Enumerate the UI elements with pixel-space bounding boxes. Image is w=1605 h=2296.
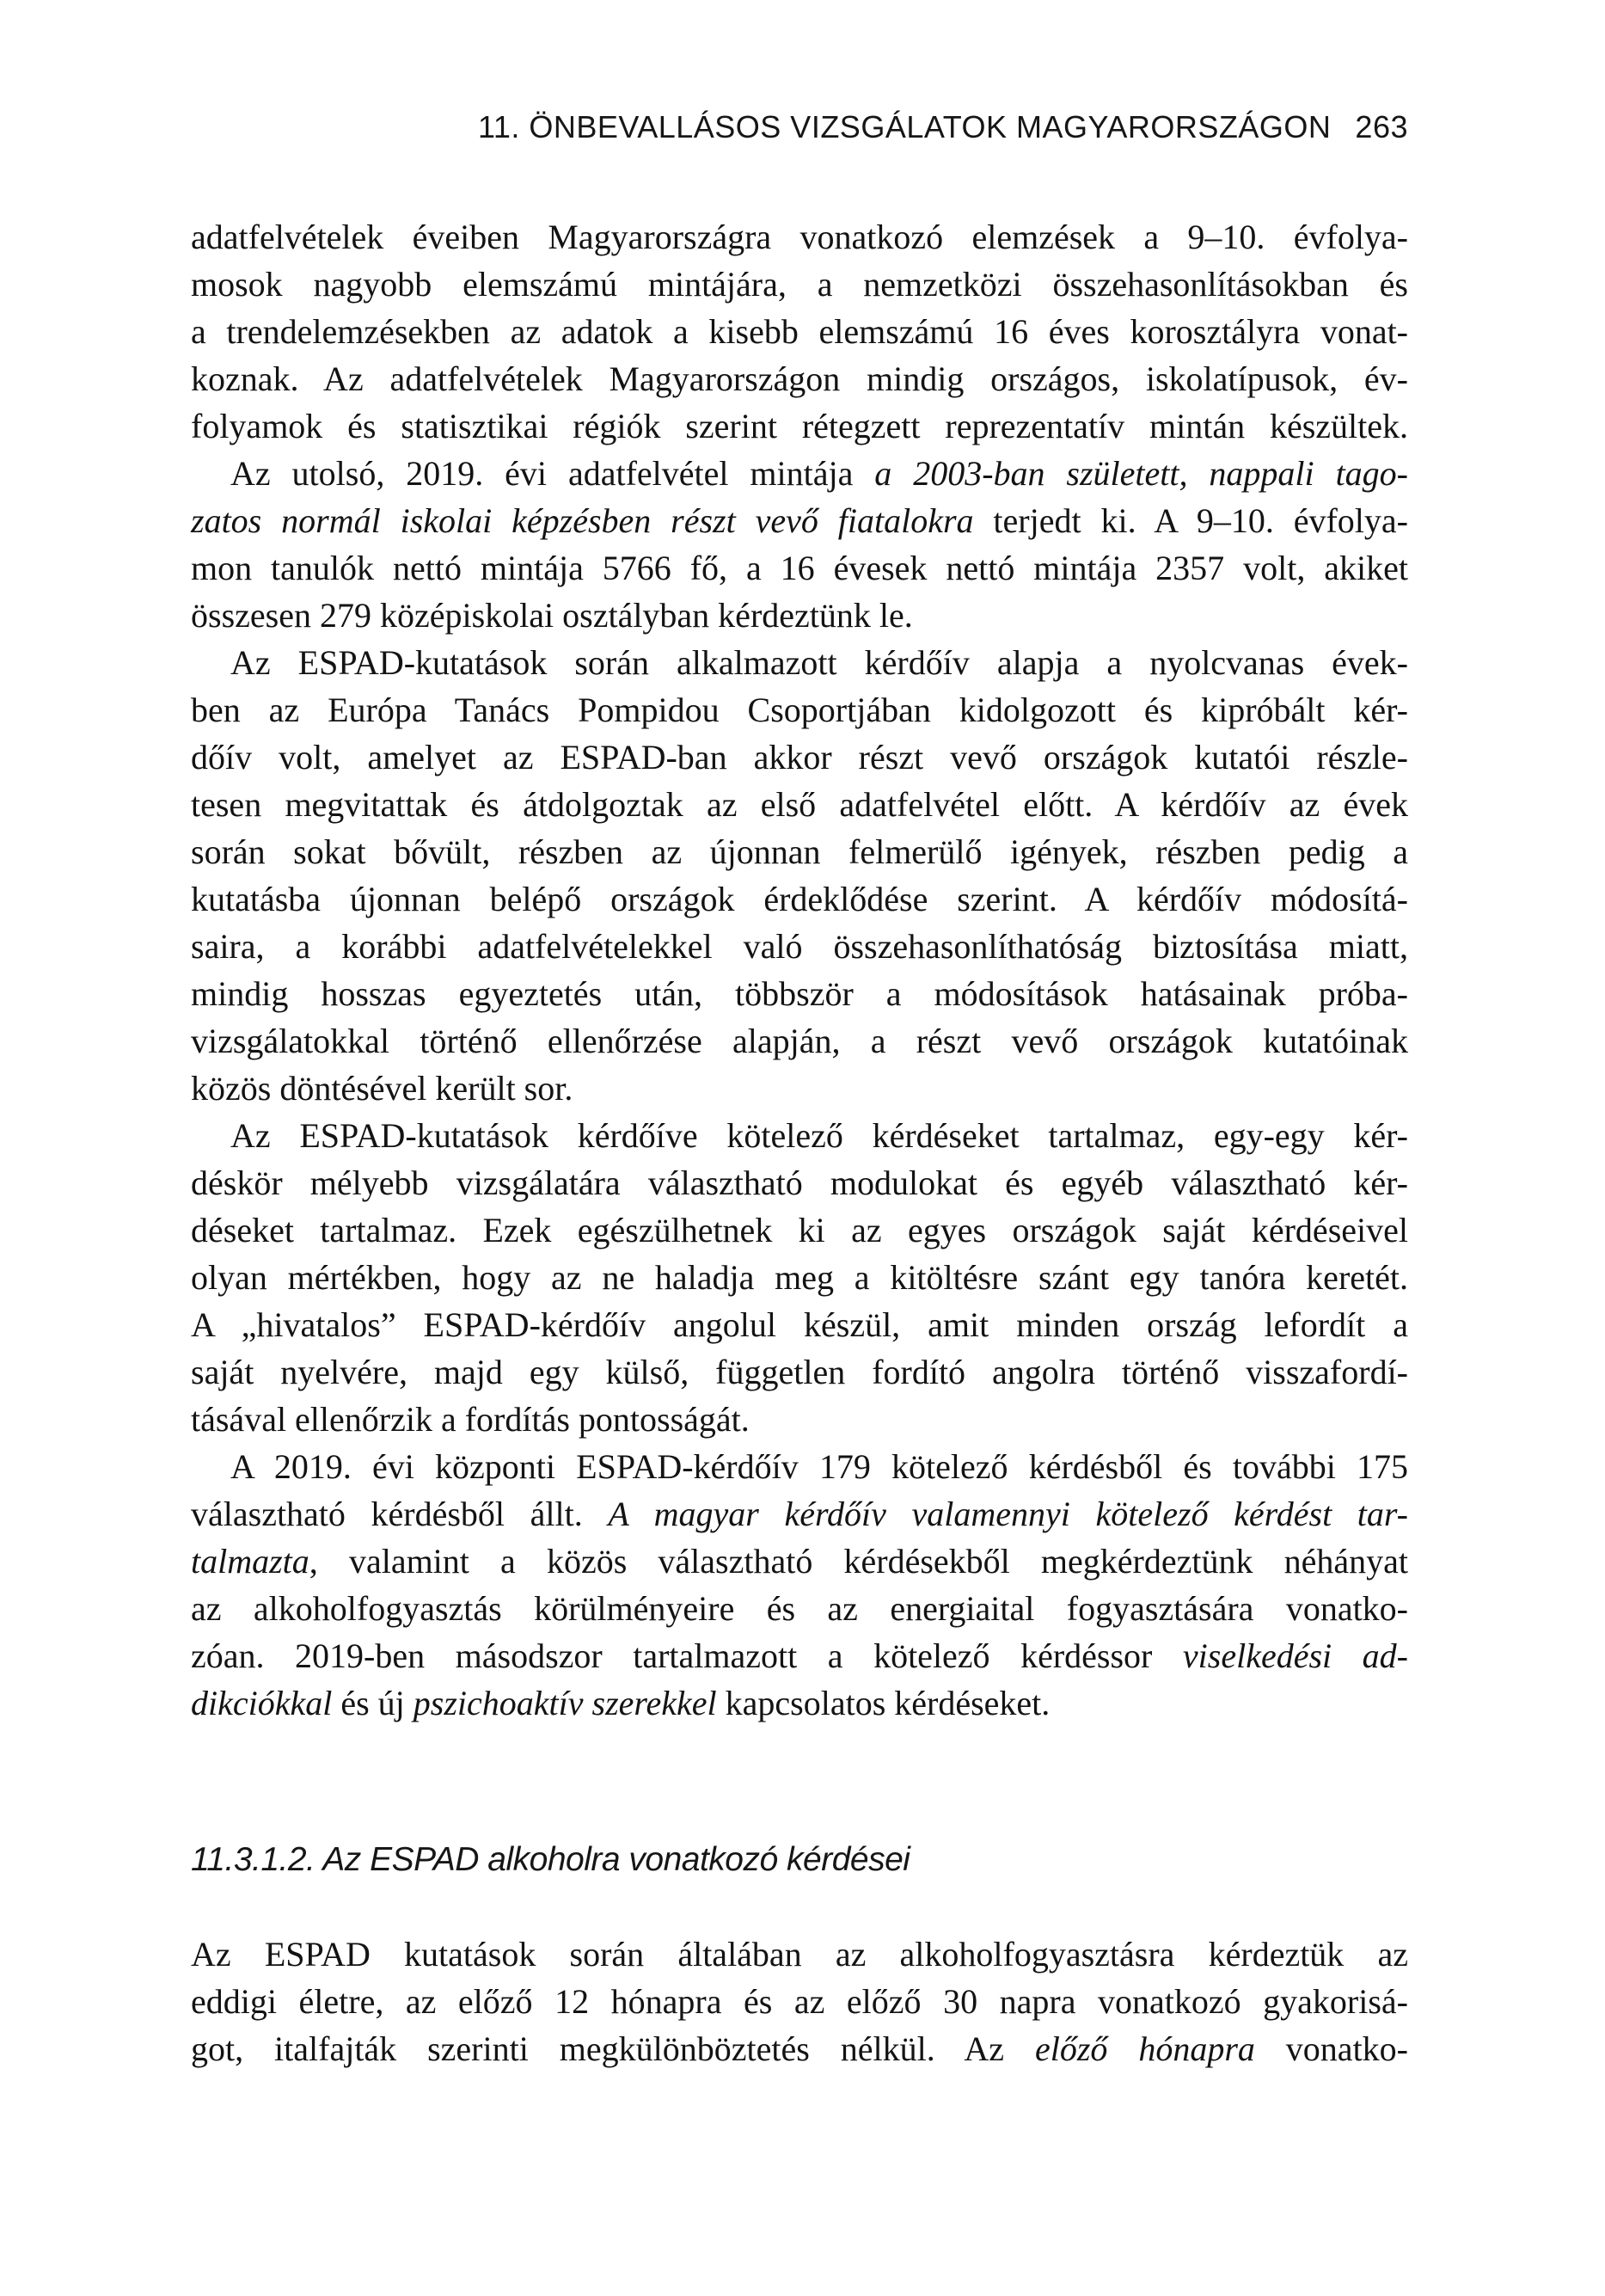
text-line [191, 1490, 1408, 1538]
paragraph [191, 1443, 1408, 1727]
body-text: dőív volt, amelyet az ESPAD-ban akkor részt vevő országok kutatói részle- [191, 738, 1408, 777]
text-line [191, 1396, 1408, 1443]
text-line [191, 402, 1408, 450]
italic-text: viselkedési ad- [1182, 1636, 1408, 1675]
text-line [191, 308, 1408, 355]
body-text: összesen 279 középiskolai osztályban kérdeztünk le. [191, 596, 913, 635]
body-text: folyamok és statisztikai régiók szerint rétegzett reprezentatív mintán készültek. [191, 407, 1408, 445]
body-text: mindig hosszas egyeztetés után, többször a módosítások hatásainak próba- [191, 974, 1408, 1013]
body-text: Az ESPAD kutatások során általában az alkoholfogyasztásra kérdeztük az [191, 1935, 1408, 1974]
body-text: Az ESPAD-kutatások kérdőíve kötelező kérdéseket tartalmaz, egy-egy kér- [230, 1116, 1408, 1155]
body-text: kapcsolatos kérdéseket. [716, 1684, 1051, 1722]
text-line [191, 1301, 1408, 1348]
italic-text: talmazta [191, 1542, 309, 1581]
body-text: vizsgálatokkal történő ellenőrzése alapján, a részt vevő országok kutatóinak [191, 1022, 1408, 1060]
body-text: zóan. 2019-ben másodszor tartalmazott a kötelező kérdéssor [191, 1636, 1183, 1675]
text-line [191, 1978, 1408, 2025]
body-text: választható kérdésből állt. [191, 1495, 609, 1533]
italic-text: előző hónapra [1034, 2029, 1255, 2068]
page-text-body [191, 213, 1408, 2072]
text-line [191, 1632, 1408, 1679]
body-text: saira, a korábbi adatfelvételekkel való összehasonlíthatóság biztosítása miatt, [191, 927, 1408, 966]
text-line [191, 1017, 1408, 1065]
text-line [191, 734, 1408, 781]
body-text: olyan mértékben, hogy az ne haladja meg a kitöltésre szánt egy tanóra keretét. [191, 1258, 1408, 1297]
body-text: során sokat bővült, részben az újonnan felmerülő igények, részben pedig a [191, 832, 1408, 871]
text-line [191, 1538, 1408, 1585]
text-line [191, 1679, 1408, 1727]
italic-text: pszichoaktív szerekkel [413, 1684, 717, 1722]
text-line [191, 355, 1408, 402]
text-line [191, 639, 1408, 686]
body-text: eddigi életre, az előző 12 hónapra és az előző 30 napra vonatkozó gyakorisá- [191, 1982, 1408, 2021]
body-text: terjedt ki. A 9–10. évfolya- [973, 501, 1408, 540]
paragraph [191, 1931, 1408, 2072]
body-text: az alkoholfogyasztás körülményeire és az energiaital fogyasztására vonatko- [191, 1589, 1408, 1628]
italic-text: a 2003-ban született, nappali tago- [874, 454, 1408, 493]
text-line [191, 686, 1408, 734]
body-text: tásával ellenőrzik a fordítás pontosságát. [191, 1400, 750, 1439]
text-line [191, 2025, 1408, 2072]
body-text: , valamint a közös választható kérdésekből megkérdeztünk néhányat [309, 1542, 1408, 1581]
text-line [191, 1254, 1408, 1301]
body-text: A 2019. évi központi ESPAD-kérdőív 179 kötelező kérdésből és további 175 [230, 1447, 1408, 1486]
body-text: saját nyelvére, majd egy külső, független fordító angolra történő visszafordí- [191, 1353, 1408, 1391]
body-text: got, italfajták szerinti megkülönböztetés nélkül. Az [191, 2029, 1035, 2068]
text-line [191, 261, 1408, 308]
body-text: déskör mélyebb vizsgálatára választható modulokat és egyéb választható kér- [191, 1163, 1408, 1202]
text-line [191, 592, 1408, 639]
text-line [191, 544, 1408, 592]
body-text: és új [332, 1684, 414, 1722]
body-text: mon tanulók nettó mintája 5766 fő, a 16 évesek nettó mintája 2357 volt, akiket [191, 549, 1408, 587]
chapter-title: 11. ÖNBEVALLÁSOS VIZSGÁLATOK MAGYARORSZÁGON [477, 109, 1332, 144]
body-text: közös döntésével került sor. [191, 1069, 573, 1108]
text-line [191, 970, 1408, 1017]
body-text: Az utolsó, 2019. évi adatfelvétel mintája [230, 454, 875, 493]
paragraph [191, 639, 1408, 1112]
text-line [191, 497, 1408, 544]
text-line [191, 1206, 1408, 1254]
text-line [191, 1159, 1408, 1206]
subsection-heading: 11.3.1.2. Az ESPAD alkoholra vonatkozó kérdései [191, 1841, 910, 1878]
italic-text: dikciókkal [191, 1684, 333, 1722]
text-line [191, 1065, 1408, 1112]
text-line [191, 1443, 1408, 1490]
text-line [191, 450, 1408, 497]
text-line [191, 923, 1408, 970]
text-line [191, 781, 1408, 828]
body-text: kutatásba újonnan belépő országok érdeklődése szerint. A kérdőív módosítá- [191, 880, 1408, 918]
body-text: vonatko- [1254, 2029, 1408, 2068]
running-header [191, 108, 1408, 146]
text-line [191, 875, 1408, 923]
page-number: 263 [1355, 109, 1408, 144]
body-text: koznak. Az adatfelvételek Magyarországon mindig országos, iskolatípusok, év- [191, 359, 1408, 398]
text-line [191, 1585, 1408, 1632]
text-line [191, 1931, 1408, 1978]
italic-text: zatos normál iskolai képzésben részt vevő fiatalokra [191, 501, 974, 540]
body-text: A „hivatalos” ESPAD-kérdőív angolul készül, amit minden ország lefordít a [191, 1305, 1408, 1344]
italic-text: A magyar kérdőív valamennyi kötelező kérdést tar- [608, 1495, 1408, 1533]
body-text: mosok nagyobb elemszámú mintájára, a nemzetközi összehasonlításokban és [191, 265, 1408, 304]
body-text: déseket tartalmaz. Ezek egészülhetnek ki az egyes országok saját kérdéseivel [191, 1211, 1408, 1249]
text-line [191, 1348, 1408, 1396]
paragraph [191, 1112, 1408, 1443]
text-line [191, 1112, 1408, 1159]
text-line [191, 213, 1408, 261]
paragraph [191, 213, 1408, 450]
body-text: ben az Európa Tanács Pompidou Csoportjában kidolgozott és kipróbált kér- [191, 691, 1408, 729]
paragraph [191, 450, 1408, 639]
body-text: a trendelemzésekben az adatok a kisebb elemszámú 16 éves korosztályra vonat- [191, 312, 1408, 351]
body-text: Az ESPAD-kutatások során alkalmazott kérdőív alapja a nyolcvanas évek- [230, 643, 1408, 682]
text-line [191, 828, 1408, 875]
body-text: tesen megvitattak és átdolgoztak az első adatfelvétel előtt. A kérdőív az évek [191, 785, 1408, 824]
body-text: adatfelvételek éveiben Magyarországra vonatkozó elemzések a 9–10. évfolya- [191, 218, 1408, 256]
